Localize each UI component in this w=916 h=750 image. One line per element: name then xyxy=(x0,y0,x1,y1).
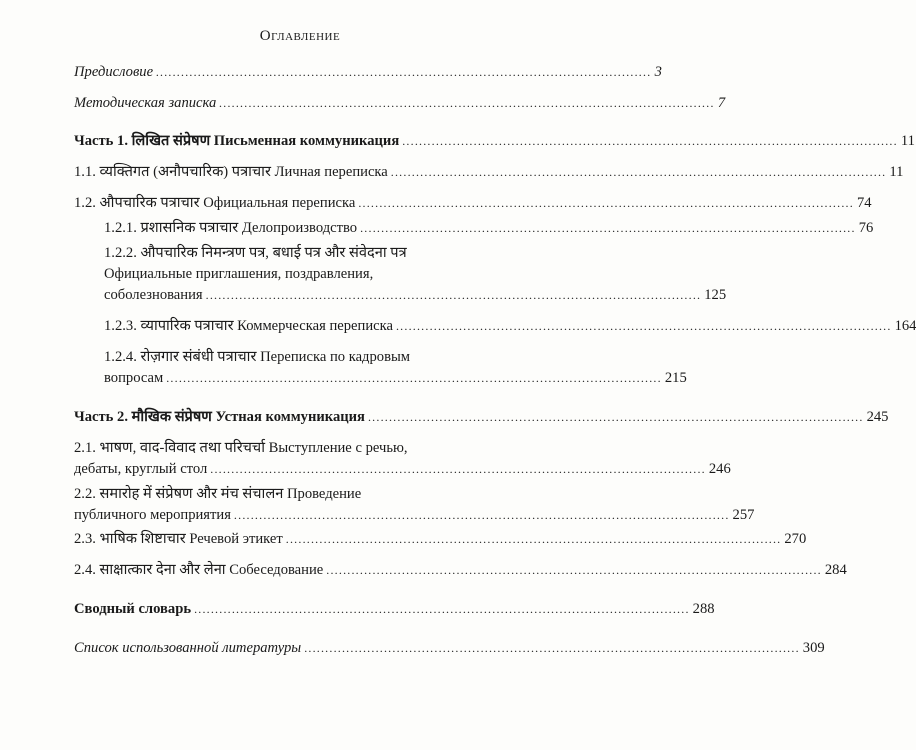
toc-entry-title: 1.2.1. प्रशासनिक पत्राचार Делопроизводство xyxy=(104,220,358,236)
toc-entry-page: 7 xyxy=(717,95,726,111)
toc-entry-part-2[interactable] xyxy=(74,407,889,428)
toc-entry-title: 2.4. साक्षात्कार देना और लेना Собеседование xyxy=(74,562,324,578)
toc-entry-2-2[interactable] xyxy=(74,484,755,526)
toc-entry-part-1[interactable] xyxy=(74,131,915,152)
toc-entry-title-line: 2.2. समारोह में संप्रेषण और मंच संचालन Проведение xyxy=(74,486,362,502)
toc-entry-title: 1.2.3. व्यापारिक पत्राचार Коммерческая переписка xyxy=(104,318,393,334)
toc-entry-methodical-note[interactable] xyxy=(74,93,726,114)
toc-entry-page: 164 xyxy=(894,318,916,334)
toc-entry-title: дебаты, круглый стол xyxy=(74,461,208,477)
toc-entry-title: соболезнования xyxy=(104,287,203,303)
dot-leader: ...................................................................................................................... xyxy=(194,602,690,616)
toc-entry-page: 74 xyxy=(856,195,872,211)
toc-entry-bibliography[interactable] xyxy=(74,638,825,659)
page-title: Оглавление xyxy=(259,28,341,44)
toc-entry-title-line: Официальные приглашения, поздравления, xyxy=(104,266,374,282)
toc-entry-title: вопросам xyxy=(104,370,164,386)
toc-entry-page: 215 xyxy=(664,370,687,386)
toc-entry-title-line: 2.1. भाषण, वाद-विवाद तथा परिचर्चा Выступление с речью, xyxy=(74,440,408,456)
toc-entry-glossary[interactable] xyxy=(74,599,715,620)
dot-leader: ...................................................................................................................... xyxy=(367,410,864,424)
toc-entry-title: публичного мероприятия xyxy=(74,507,231,523)
toc-entry-title: Методическая записка xyxy=(74,95,217,111)
toc-entry-page: 76 xyxy=(858,220,874,236)
toc-entry-title: 2.3. भाषिक शिष्टाचार Речевой этикет xyxy=(74,531,283,547)
toc-entry-title-line: 1.2.2. औपचारिक निमन्त्रण पत्र, बधाई पत्र और संवेदना पत्र xyxy=(104,245,407,261)
dot-leader: ...................................................................................................................... xyxy=(390,165,887,179)
toc-entry-page: 284 xyxy=(824,562,847,578)
toc-entry-title: Часть 2. मौखिक संप्रेषण Устная коммуникация xyxy=(74,409,365,425)
dot-leader: ...................................................................................................................... xyxy=(210,462,706,476)
toc-entry-1-2-3[interactable] xyxy=(104,316,916,337)
toc-entry-page: 270 xyxy=(784,531,807,547)
dot-leader: ...................................................................................................................... xyxy=(360,221,856,235)
toc-entry-page: 11 xyxy=(889,164,904,180)
toc-entry-1-1[interactable] xyxy=(74,162,904,183)
dot-leader: ...................................................................................................................... xyxy=(166,371,662,385)
toc-entry-title: Сводный словарь xyxy=(74,601,192,617)
toc-entry-page: 246 xyxy=(708,461,731,477)
toc-entry-title: Предисловие xyxy=(74,64,154,80)
toc-entry-title: Список использованной литературы xyxy=(74,640,302,656)
toc-entry-title-line: 1.2.4. रोज़गार संबंधी पत्राचार Переписка по кадровым xyxy=(104,349,411,365)
toc-entry-1-2[interactable] xyxy=(74,193,872,214)
dot-leader: ...................................................................................................................... xyxy=(205,288,702,302)
dot-leader: ...................................................................................................................... xyxy=(402,134,898,148)
toc-entry-title: 1.1. व्यक्तिगत (अनौपचारिक) पत्राचार Личная переписка xyxy=(74,164,388,180)
dot-leader: ...................................................................................................................... xyxy=(285,532,782,546)
dot-leader: ...................................................................................................................... xyxy=(233,508,730,522)
toc-entry-1-2-2[interactable] xyxy=(104,243,727,306)
toc-entry-page: 245 xyxy=(866,409,889,425)
toc-entry-page: 309 xyxy=(802,640,825,656)
toc-entry-title: Часть 1. लिखित संप्रेषण Письменная коммуникация xyxy=(74,133,400,149)
toc-entry-2-1[interactable] xyxy=(74,438,731,480)
toc-entry-2-3[interactable] xyxy=(74,529,807,550)
dot-leader: ...................................................................................................................... xyxy=(304,641,800,655)
toc-entry-page: 3 xyxy=(654,64,662,80)
toc-entry-preface[interactable] xyxy=(74,62,662,83)
toc-entry-page: 125 xyxy=(704,287,727,303)
toc-entry-1-2-1[interactable] xyxy=(104,218,874,239)
dot-leader: ...................................................................................................................... xyxy=(358,196,854,210)
dot-leader: ...................................................................................................................... xyxy=(156,65,652,79)
toc-entry-page: 257 xyxy=(732,507,755,523)
toc-entry-title: 1.2. औपचारिक पत्राचार Официальная переписка xyxy=(74,195,356,211)
dot-leader: ...................................................................................................................... xyxy=(395,319,892,333)
toc-entry-2-4[interactable] xyxy=(74,560,847,581)
dot-leader: ...................................................................................................................... xyxy=(326,563,822,577)
toc-entry-page: 11 xyxy=(900,133,915,149)
table-of-contents xyxy=(74,62,916,659)
toc-entry-page: 288 xyxy=(692,601,715,617)
dot-leader: ...................................................................................................................... xyxy=(219,96,715,110)
toc-entry-1-2-4[interactable] xyxy=(104,347,687,389)
